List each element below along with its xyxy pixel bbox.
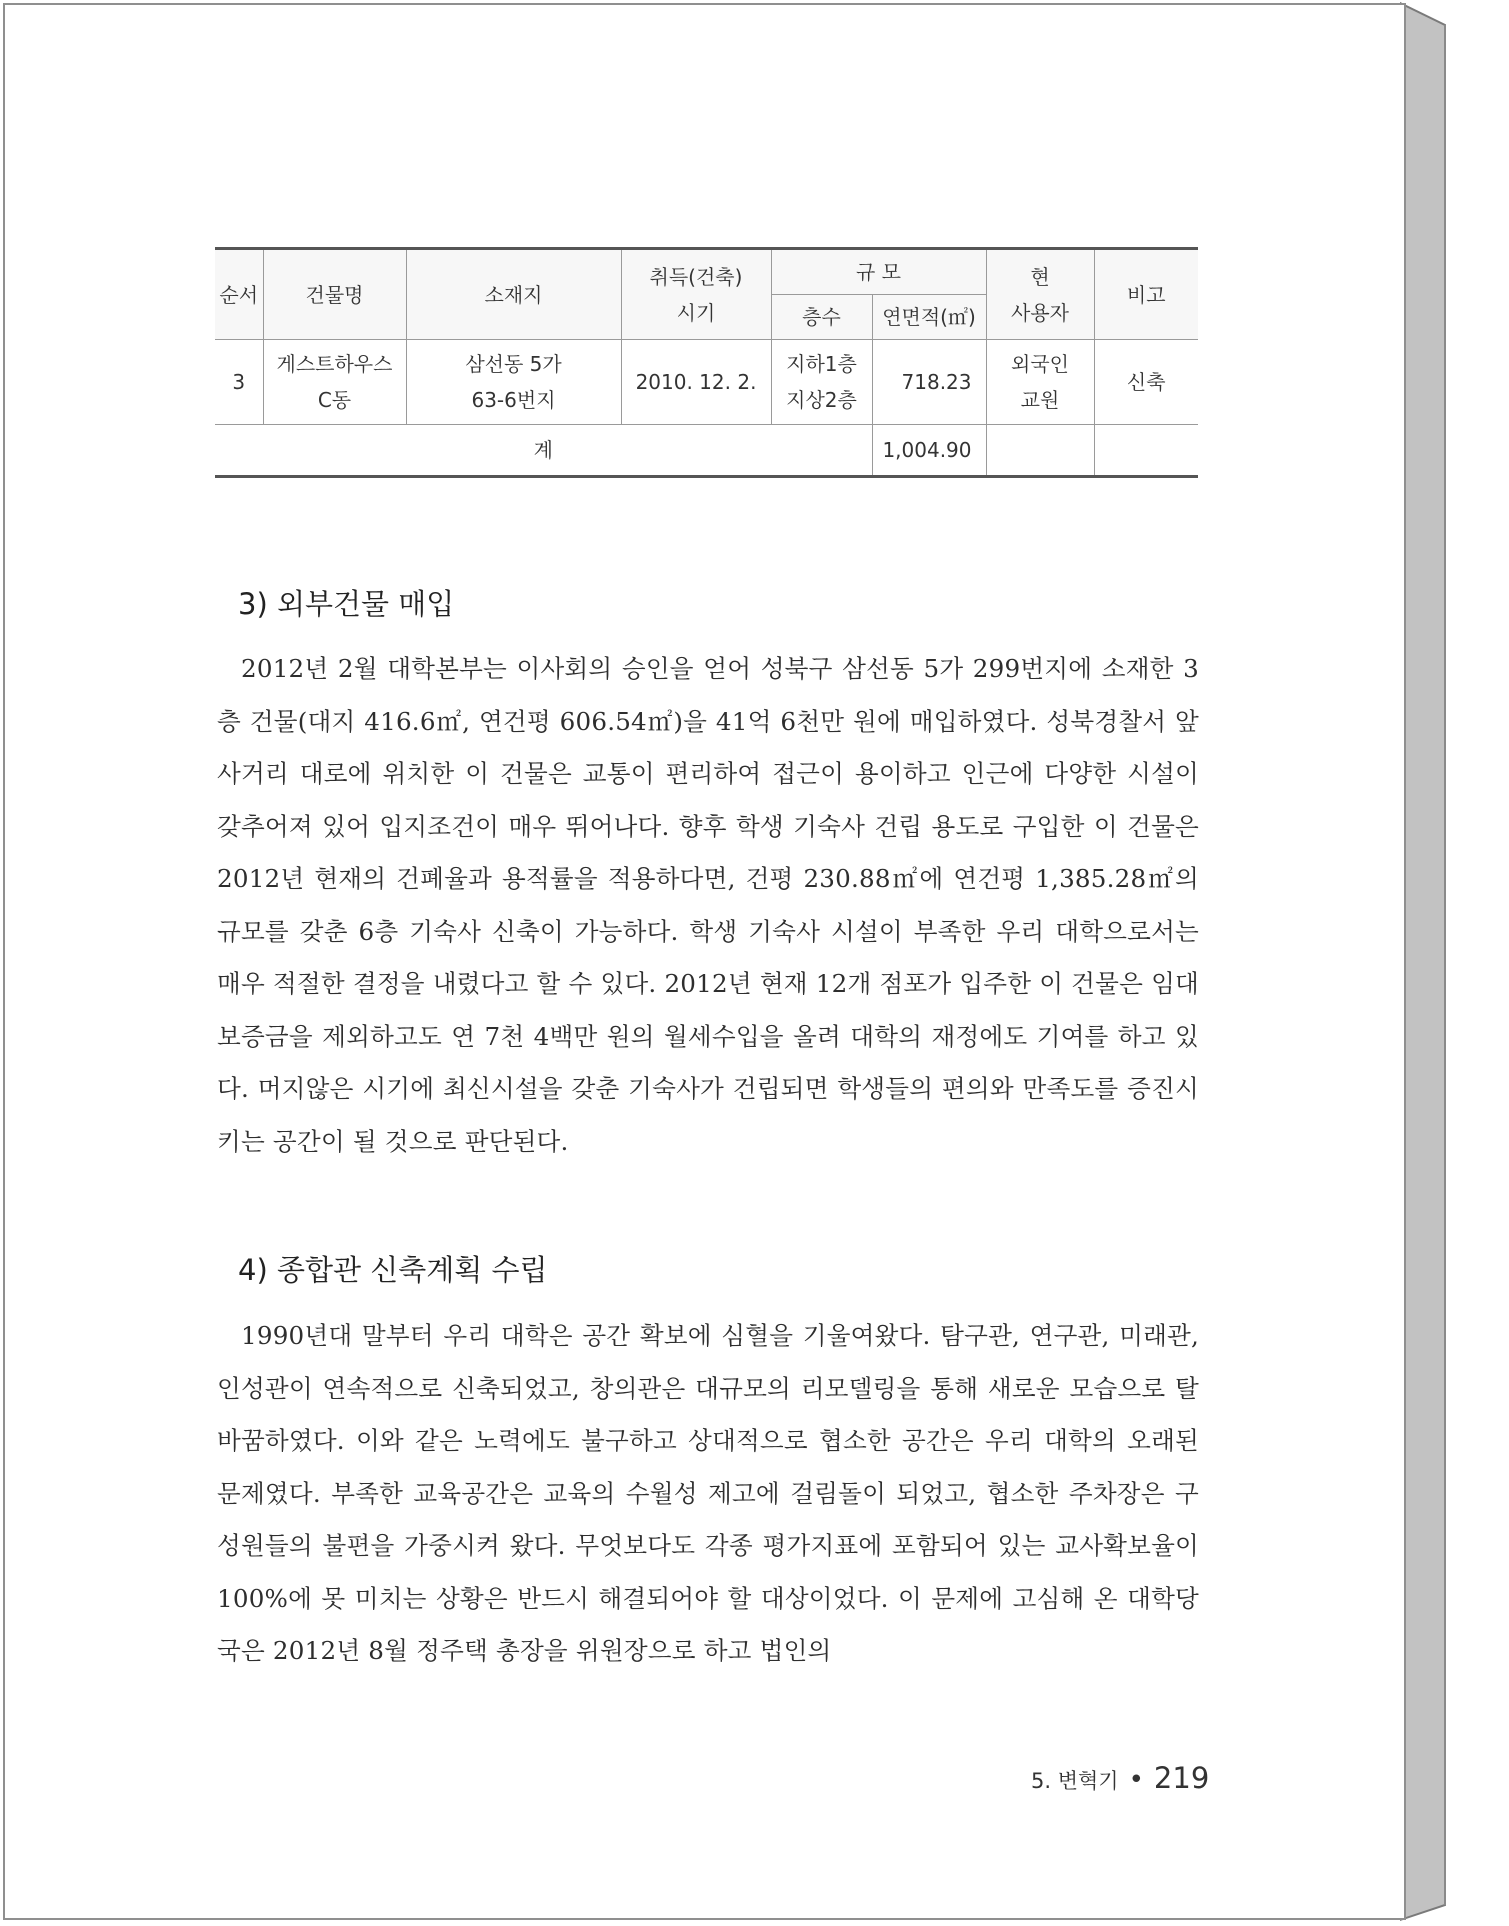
cell-floors: 지하1층 지상2층 [771,340,872,425]
page-footer [1031,1761,1210,1795]
cell-total-area: 1,004.90 [872,425,986,477]
section-body: 2012년 2월 대학본부는 이사회의 승인을 얻어 성북구 삼선동 5가 299번지에 소재한 3층 건물(대지 416.6㎡, 연건평 606.54㎡)을 41억 6천만 원에 매입하였다. 성북경찰서 앞 사거리 대로에 위치한 이 건물은 교통이 편리하여 접근이 용이하고 인근에 다양한 시설이 갖추어져 있어 입지조건이 매우 뛰어나다. 향후 학생 기숙사 건립 용도로 구입한 이 건물은 2012년 현재의 건폐율과 용적률을 적용하다면, 건평 230.88㎡에 연건평 1,385.28㎡의 규모를 갖춘 6층 기숙사 신축이 가능하다. 학생 기숙사 시설이 부족한 우리 대학으로서는 매우 적절한 결정을 내렸다고 할 수 있다. 2012년 현재 12개 점포가 입주한 이 건물은 임대보증금을 제외하고도 연 7천 4백만 원의 월세수입을 올려 대학의 재정에도 기여를 하고 있다. 머지않은 시기에 최신시설을 갖춘 기숙사가 건립되면 학생들의 편의와 만족도를 증진시키는 공간이 될 것으로 판단된다. [217,654,1199,1156]
cell-user: 외국인 교원 [986,340,1094,425]
header-scale: 규 모 [771,249,986,295]
header-user: 현 사용자 [986,249,1094,340]
header-floors: 층수 [771,295,872,340]
cell-total-label: 계 [215,425,872,477]
header-building-name: 건물명 [263,249,406,340]
chapter-label: 5. 변혁기 [1031,1769,1119,1793]
book-page [3,3,1406,1920]
cell-total-user [986,425,1094,477]
table-row [215,340,1198,425]
building-table [215,247,1198,478]
cell-order: 3 [215,340,263,425]
table-total-row [215,425,1198,477]
cell-note: 신축 [1094,340,1198,425]
cell-total-note [1094,425,1198,477]
section-body: 1990년대 말부터 우리 대학은 공간 확보에 심혈을 기울여왔다. 탐구관, 연구관, 미래관, 인성관이 연속적으로 신축되었고, 창의관은 대규모의 리모델링을 통해 새로운 모습으로 탈바꿈하였다. 이와 같은 노력에도 불구하고 상대적으로 협소한 공간은 우리 대학의 오래된 문제였다. 부족한 교육공간은 교육의 수월성 제고에 걸림돌이 되었고, 협소한 주차장은 구성원들의 불편을 가중시켜 왔다. 무엇보다도 각종 평가지표에 포함되어 있는 교사확보율이 100%에 못 미치는 상황은 반드시 해결되어야 할 대상이었다. 이 문제에 고심해 온 대학당국은 2012년 8월 정주택 총장을 위원장으로 하고 법인의 [217,1321,1199,1665]
cell-building-name: 게스트하우스 C동 [263,340,406,425]
cell-location: 삼선동 5가 63-6번지 [406,340,621,425]
bullet-separator: • [1128,1765,1144,1795]
cell-area: 718.23 [872,340,986,425]
page-number: 219 [1153,1761,1210,1795]
header-location: 소재지 [406,249,621,340]
header-acquired: 취득(건축) 시기 [621,249,771,340]
cell-acquired: 2010. 12. 2. [621,340,771,425]
section-heading: 3) 외부건물 매입 [238,587,455,621]
header-order: 순서 [215,249,263,340]
header-note: 비고 [1094,249,1198,340]
book-page-edge [1400,0,1509,1926]
header-area: 연면적(㎡) [872,295,986,340]
section-heading: 4) 종합관 신축계획 수립 [238,1253,548,1287]
